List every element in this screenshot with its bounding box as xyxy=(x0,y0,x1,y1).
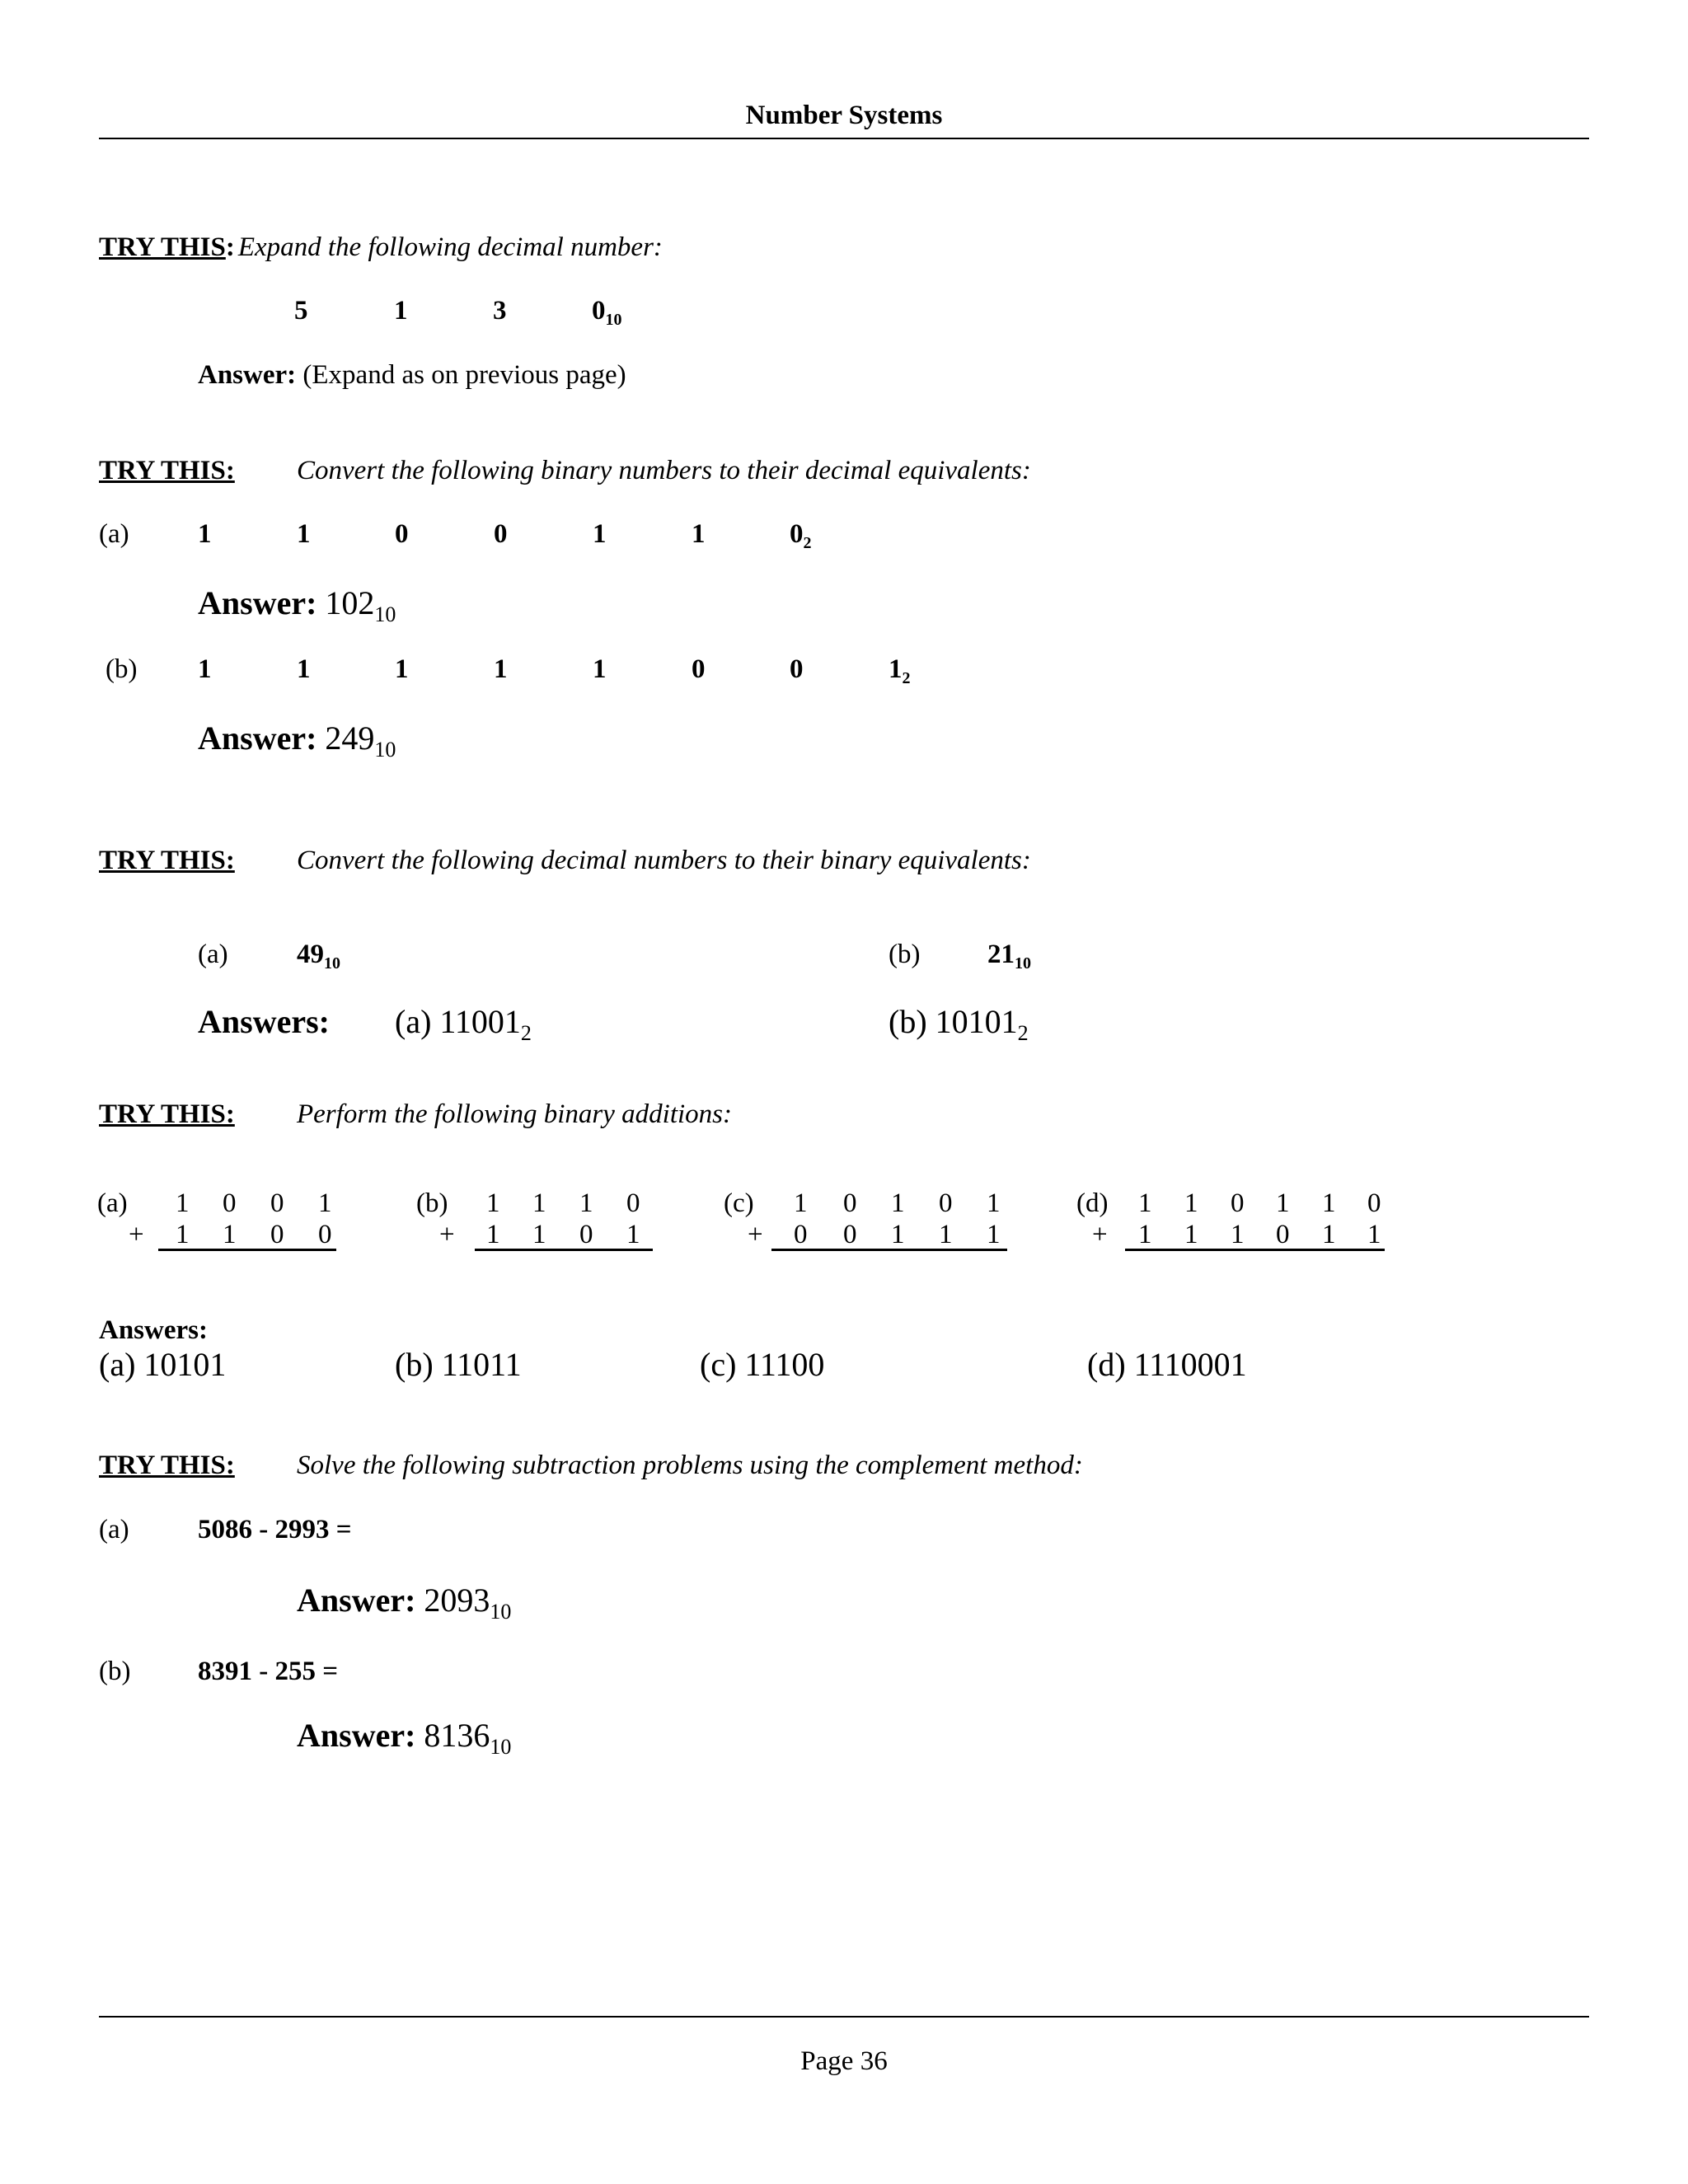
s1-digit-last: $0_{10}$ xyxy=(592,296,622,329)
addition-digit: 1 xyxy=(486,1188,500,1218)
try-this-colon: : xyxy=(225,232,235,262)
addition-answer: (b) 11011 xyxy=(395,1346,522,1383)
s1-digit: 5 xyxy=(294,296,308,326)
section-3-try-label: TRY THIS: xyxy=(99,846,235,875)
addition-digit: 1 xyxy=(794,1188,808,1218)
addition-digit: 0 xyxy=(626,1188,640,1218)
addition-digit: 1 xyxy=(987,1188,1001,1218)
addition-digit: 1 xyxy=(1184,1220,1198,1249)
addition-digit: 1 xyxy=(579,1188,593,1218)
s2a-answer xyxy=(198,584,396,626)
addition-digit: 0 xyxy=(223,1188,237,1218)
addition-digit: 1 xyxy=(532,1220,546,1249)
s1-digit: 3 xyxy=(493,296,507,326)
s3-answer-b: (b) $10101_2$ xyxy=(889,1003,1029,1045)
s3a-value: $49_{10}$ xyxy=(297,940,340,972)
section-3-instruction: Convert the following decimal numbers to their binary equivalents: xyxy=(297,846,1031,875)
base-subscript: 10 xyxy=(324,954,340,972)
addition-digit: 1 xyxy=(1276,1188,1290,1218)
base-subscript: 2 xyxy=(520,1021,532,1045)
addition-b-label: (b) xyxy=(416,1188,448,1218)
answer-label: Answer: xyxy=(297,1717,416,1754)
answer-label: Answer: xyxy=(198,360,297,390)
s3-answer-a: (a) $11001_2$ xyxy=(395,1003,532,1045)
s5a-label: (a) xyxy=(99,1515,129,1544)
s2b-digit-last: $1_2$ xyxy=(889,654,911,687)
addition-digit: 1 xyxy=(891,1220,905,1249)
base-subscript: 2 xyxy=(902,669,911,687)
addition-digit: 0 xyxy=(843,1188,857,1218)
s2b-digit: 1 xyxy=(494,654,508,684)
section-4-instruction: Perform the following binary additions: xyxy=(297,1099,732,1129)
s2a-digit: 0 xyxy=(494,519,508,549)
addition-c-label: (c) xyxy=(724,1188,754,1218)
footer-rule xyxy=(99,2016,1589,2018)
s1-digit: 1 xyxy=(394,296,408,326)
s3-answers-label: Answers: xyxy=(198,1003,330,1040)
addition-digit: 0 xyxy=(318,1220,332,1249)
addition-digit: 0 xyxy=(1231,1188,1245,1218)
s3a-label: (a) xyxy=(198,940,228,969)
addition-digit: 1 xyxy=(176,1220,190,1249)
answer-value: 102 xyxy=(325,584,375,621)
addition-digit: 1 xyxy=(987,1220,1001,1249)
s2b-digit: 1 xyxy=(395,654,409,684)
addition-d-label: (d) xyxy=(1076,1188,1109,1218)
s2a-digit: 0 xyxy=(395,519,409,549)
s2b-digit: 0 xyxy=(790,654,804,684)
addition-answer: (a) 10101 xyxy=(99,1346,227,1383)
addition-digit: 1 xyxy=(176,1188,190,1218)
s2a-digit: 1 xyxy=(297,519,311,549)
addition-answer: (c) 11100 xyxy=(700,1346,825,1383)
addition-digit: 0 xyxy=(939,1188,953,1218)
s2b-digit: 1 xyxy=(593,654,607,684)
addition-digit: 0 xyxy=(1367,1188,1381,1218)
addition-digit: 0 xyxy=(794,1220,808,1249)
addition-digit: 1 xyxy=(891,1188,905,1218)
section-1-heading xyxy=(99,234,663,261)
section-2-try-label: TRY THIS: xyxy=(99,456,235,485)
s2b-digit: 1 xyxy=(198,654,212,684)
sum-underline xyxy=(158,1249,336,1251)
plus-sign: + xyxy=(1092,1220,1108,1249)
base-subscript: 10 xyxy=(374,602,396,626)
s3b-label: (b) xyxy=(889,940,921,969)
answer-label: Answer: xyxy=(198,584,317,621)
s5b-problem: 8391 - 255 = xyxy=(198,1657,339,1686)
s2b-digit: 1 xyxy=(297,654,311,684)
plus-sign: + xyxy=(129,1220,144,1249)
sum-underline xyxy=(475,1249,653,1251)
plus-sign: + xyxy=(748,1220,763,1249)
addition-digit: 0 xyxy=(579,1220,593,1249)
s5b-answer xyxy=(297,1719,511,1758)
s5a-problem: 5086 - 2993 = xyxy=(198,1515,352,1544)
s2b-digit: 0 xyxy=(692,654,706,684)
addition-digit: 1 xyxy=(1138,1220,1152,1249)
s2a-digit: 1 xyxy=(198,519,212,549)
addition-digit: 1 xyxy=(223,1220,237,1249)
section-5-try-label: TRY THIS: xyxy=(99,1451,235,1480)
addition-digit: 1 xyxy=(939,1220,953,1249)
s2b-answer xyxy=(198,719,396,762)
base-subscript: 10 xyxy=(605,311,622,329)
s2a-digit: 1 xyxy=(593,519,607,549)
base-subscript: 10 xyxy=(1015,954,1031,972)
addition-digit: 0 xyxy=(1276,1220,1290,1249)
s2a-digit: 1 xyxy=(692,519,706,549)
answer-label: Answer: xyxy=(198,719,317,757)
answer-value: 2093 xyxy=(424,1582,490,1619)
sum-underline xyxy=(771,1249,1007,1251)
plus-sign: + xyxy=(439,1220,455,1249)
page-number: Page 36 xyxy=(800,2046,888,2076)
addition-digit: 0 xyxy=(843,1220,857,1249)
addition-digit: 1 xyxy=(1322,1220,1336,1249)
page-header-title: Number Systems xyxy=(745,101,943,130)
addition-digit: 1 xyxy=(626,1220,640,1249)
addition-digit: 1 xyxy=(1138,1188,1152,1218)
addition-digit: 1 xyxy=(1231,1220,1245,1249)
addition-digit: 1 xyxy=(1367,1220,1381,1249)
s1-answer xyxy=(198,362,626,389)
s2a-digit-last: $0_2$ xyxy=(790,519,812,552)
addition-answer: (d) 1110001 xyxy=(1087,1346,1247,1383)
section-4-try-label: TRY THIS: xyxy=(99,1099,235,1129)
answer-value: 8136 xyxy=(424,1717,490,1754)
addition-digit: 0 xyxy=(270,1220,284,1249)
s5b-label: (b) xyxy=(99,1657,131,1686)
addition-digit: 1 xyxy=(318,1188,332,1218)
base-subscript: 2 xyxy=(1017,1021,1029,1045)
base-subscript: 2 xyxy=(803,534,812,552)
addition-digit: 0 xyxy=(270,1188,284,1218)
base-subscript: 10 xyxy=(490,1600,512,1624)
addition-digit: 1 xyxy=(1322,1188,1336,1218)
addition-a-label: (a) xyxy=(97,1188,128,1218)
section-5-instruction: Solve the following subtraction problems using the complement method: xyxy=(297,1451,1083,1480)
header-rule xyxy=(99,138,1589,139)
s5a-answer xyxy=(297,1584,511,1623)
addition-digit: 1 xyxy=(486,1220,500,1249)
answer-value: 249 xyxy=(325,719,375,757)
addition-digit: 1 xyxy=(532,1188,546,1218)
sum-underline xyxy=(1125,1249,1385,1251)
base-subscript: 10 xyxy=(490,1735,512,1759)
answer-label: Answer: xyxy=(297,1582,416,1619)
s3b-value: $21_{10}$ xyxy=(987,940,1031,972)
section-2-instruction: Convert the following binary numbers to their decimal equivalents: xyxy=(297,456,1031,485)
base-subscript: 10 xyxy=(374,738,396,762)
s4-answers-label: Answers: xyxy=(99,1315,208,1345)
addition-digit: 1 xyxy=(1184,1188,1198,1218)
s2b-label: (b) xyxy=(106,654,138,684)
answer-text: (Expand as on previous page) xyxy=(302,360,626,390)
section-1-instruction: Expand the following decimal number: xyxy=(237,232,663,262)
s2a-label: (a) xyxy=(99,519,129,549)
try-this-label: TRY THIS xyxy=(99,232,226,262)
